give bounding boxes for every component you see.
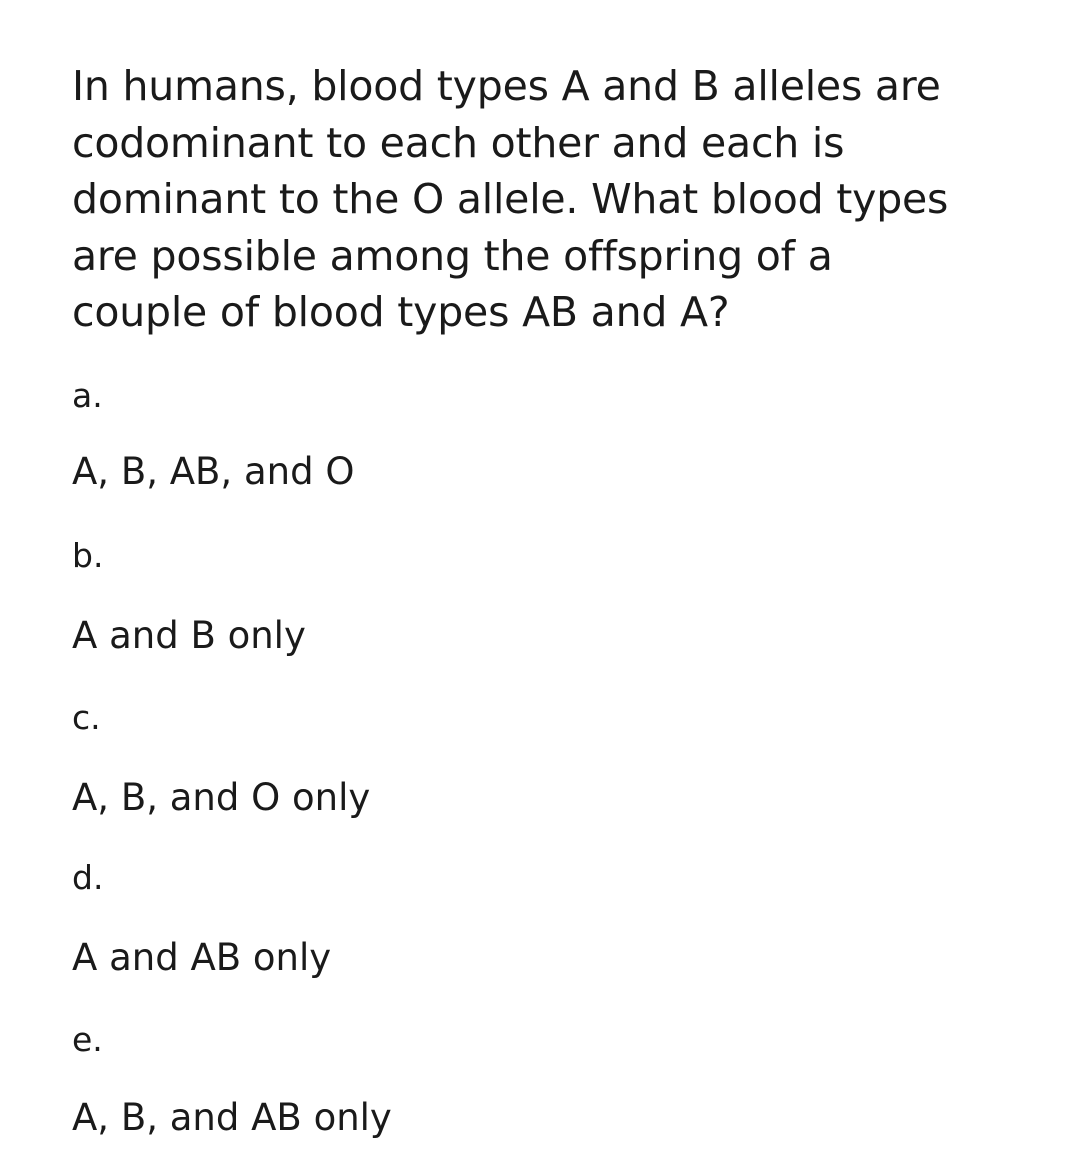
option-a-letter: a. (72, 376, 103, 415)
question-line: codominant to each other and each is (72, 118, 845, 167)
option-b-letter: b. (72, 536, 104, 575)
question-line: dominant to the O allele. What blood types (72, 175, 949, 223)
option-c-letter: c. (72, 698, 101, 737)
option-e-text[interactable]: A, B, and AB only (72, 1096, 392, 1139)
option-b-text[interactable]: A and B only (72, 614, 306, 657)
option-a-text[interactable]: A, B, AB, and O (72, 450, 355, 493)
question-line: In humans, blood types A and B alleles are (72, 62, 941, 110)
question-text (72, 58, 1012, 341)
option-c-text[interactable]: A, B, and O only (72, 776, 371, 819)
option-d-text[interactable]: A and AB only (72, 936, 332, 979)
question-line: couple of blood types AB and A? (72, 288, 730, 336)
option-e-letter: e. (72, 1020, 103, 1059)
question-line: are possible among the offspring of a (72, 231, 833, 280)
option-d-letter: d. (72, 858, 104, 897)
